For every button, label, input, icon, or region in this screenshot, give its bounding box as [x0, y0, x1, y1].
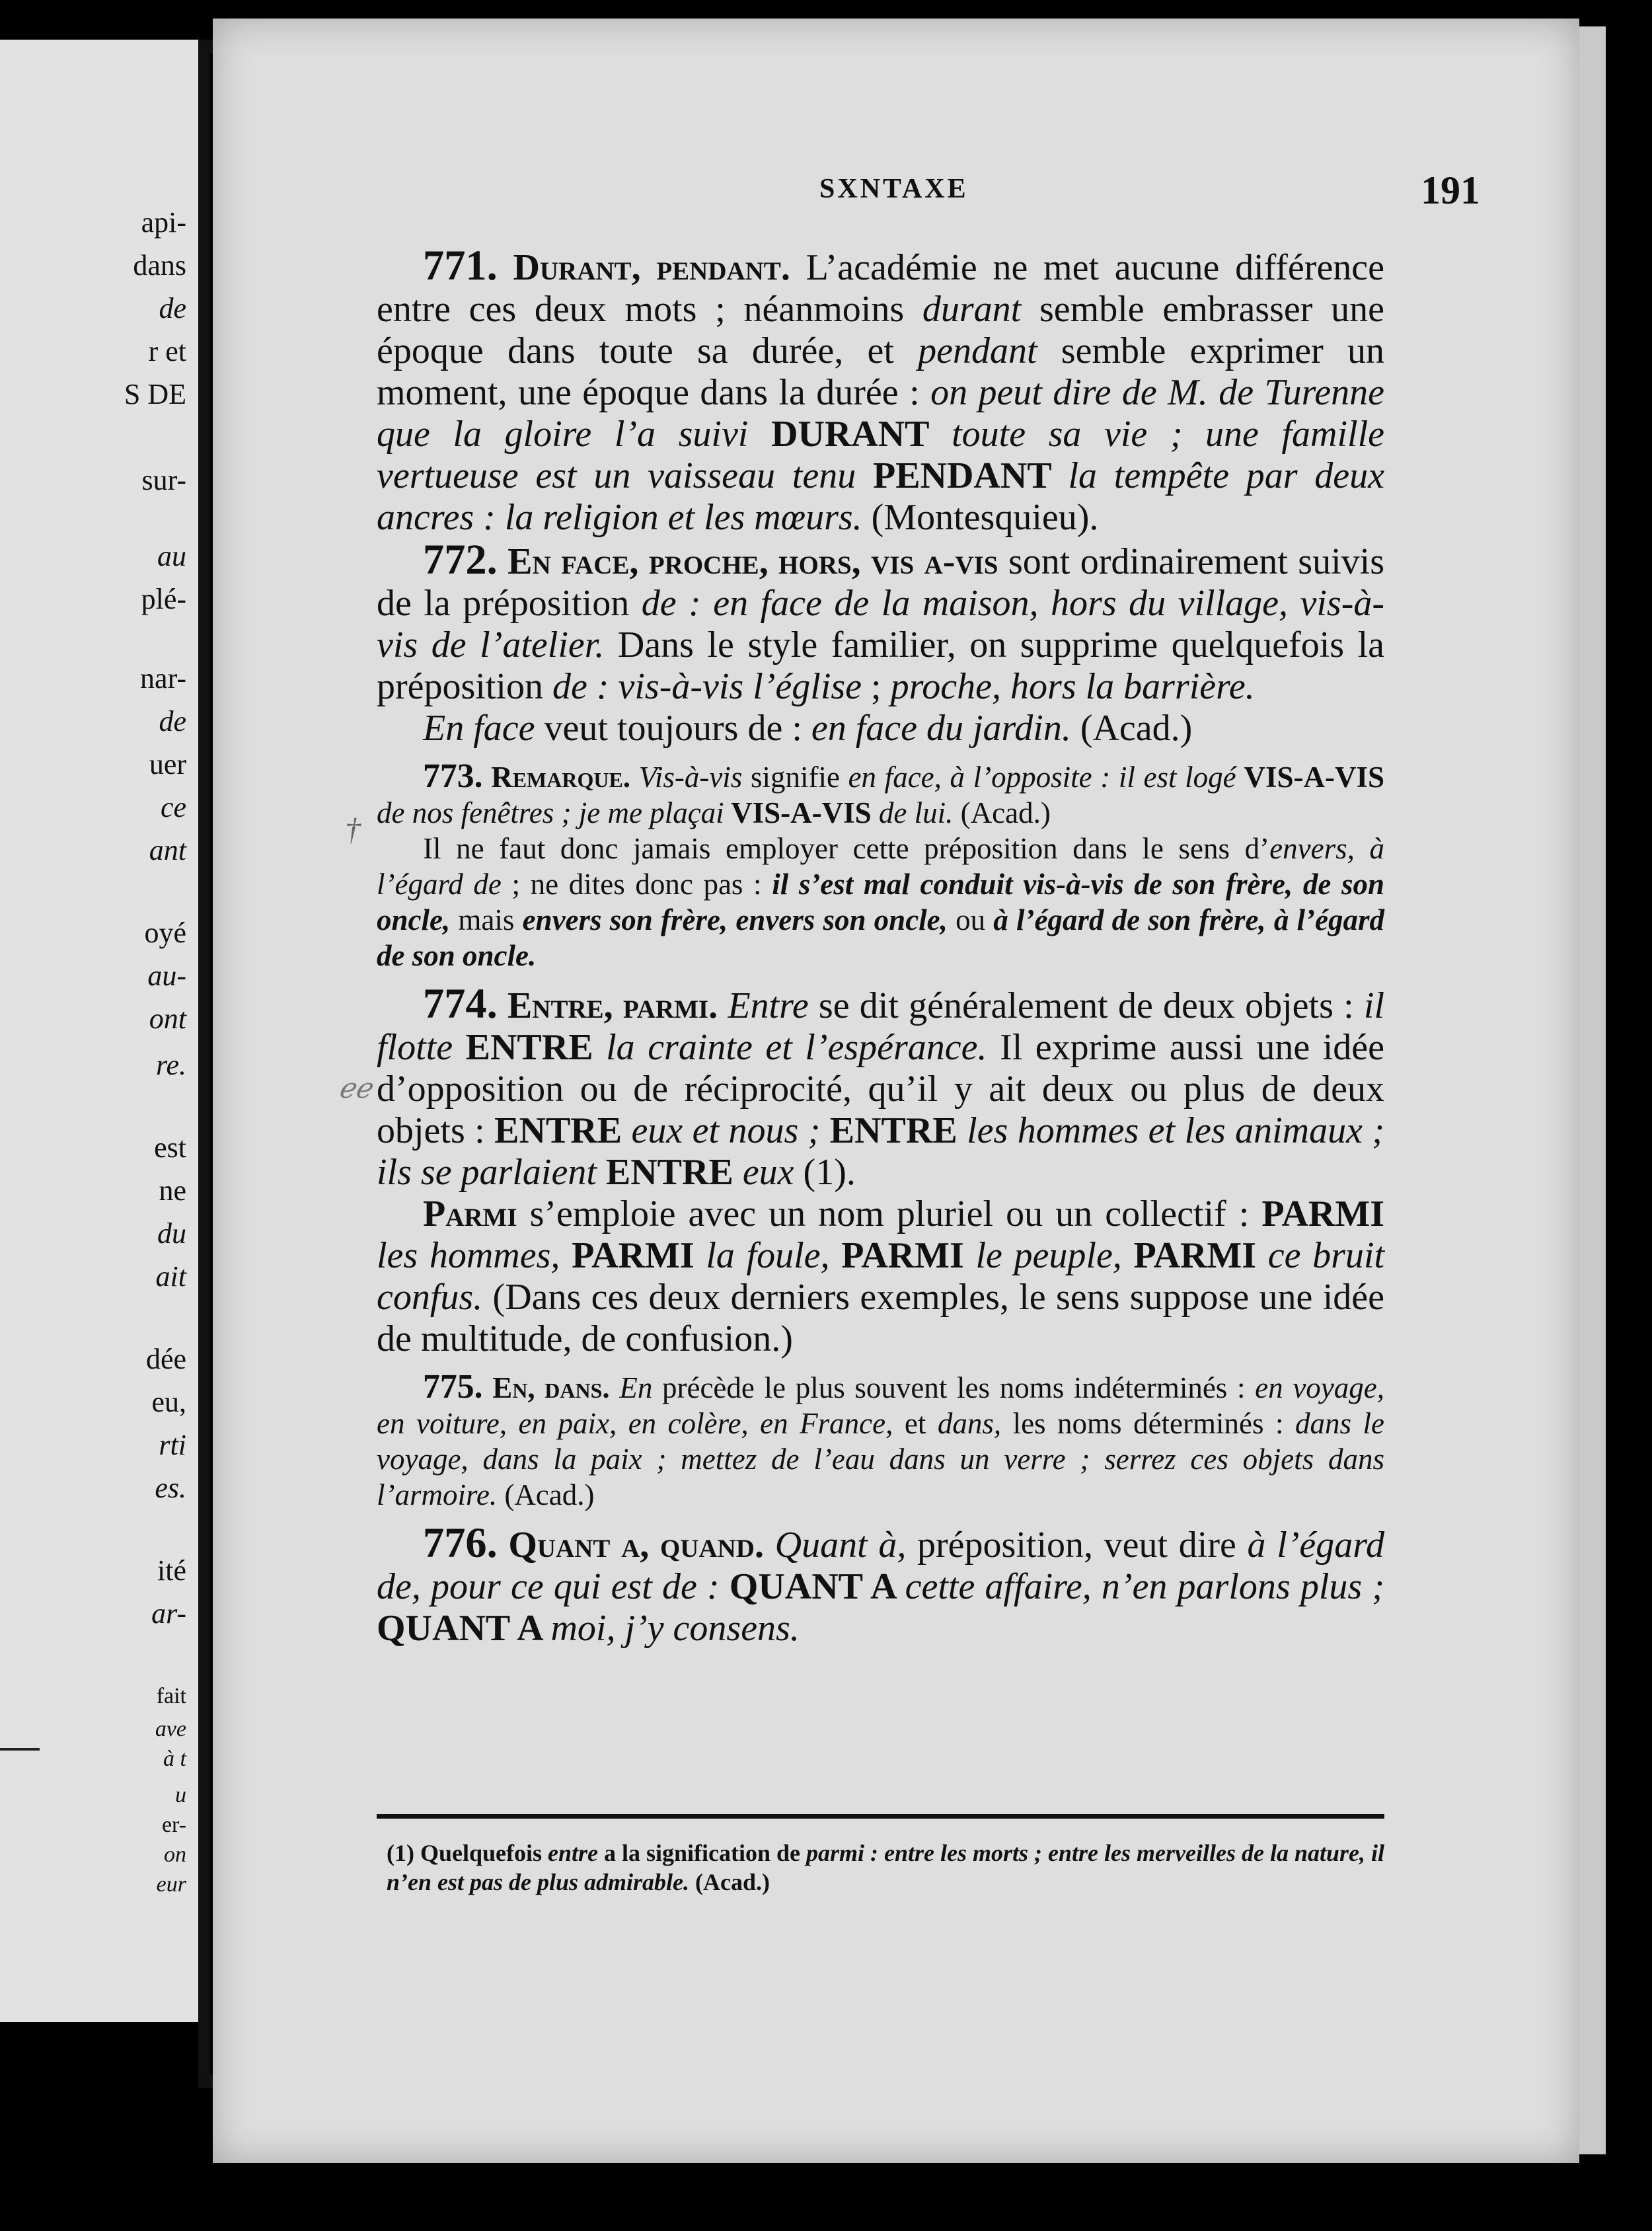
left-page-text-fragment: eur [156, 1872, 186, 1897]
pencil-mark: † [345, 812, 361, 847]
left-page-text-fragment: er- [161, 1813, 186, 1837]
page-edge [1579, 26, 1606, 2154]
italic-run: en face du jardin. [811, 708, 1071, 749]
section-heading: Entre, parmi. [507, 985, 718, 1026]
italic-run: de : en face de la maison, hors du village, vis-à-vis de l’atelier. [377, 583, 1384, 665]
text-run: (1) Quelquefois [387, 1840, 548, 1866]
left-page-text-fragment: du [157, 1217, 186, 1250]
section-number: 775. [423, 1368, 483, 1406]
italic-run: entre [548, 1840, 599, 1866]
section-number: 772. [423, 536, 498, 583]
italic-run: à l’égard de son frère, à l’égard de son oncle. [377, 903, 1385, 972]
italic-run: à l’égard de, pour ce qui est de : [377, 1525, 1384, 1607]
left-page-text-fragment: ont [149, 1002, 186, 1035]
caps-run: VIS-A-VIS [1236, 761, 1385, 794]
caps-run: PARMI [560, 1235, 706, 1276]
left-page-text-fragment: fait [156, 1684, 186, 1708]
italic-run: proche, hors la barrière. [890, 666, 1255, 707]
left-page-text-fragment: rti [159, 1429, 186, 1461]
section-heading: En face, proche, hors, vis a-vis [507, 541, 998, 582]
caps-run: ENTRE [820, 1110, 967, 1151]
left-page-text-fragment: plé- [141, 583, 186, 615]
italic-run: eux et nous ; [631, 1110, 821, 1151]
left-page-text-fragment: de [159, 705, 186, 737]
caps-run: DURANT [748, 414, 952, 455]
paragraph-774 [377, 980, 1385, 1193]
text-run: (Acad.) [497, 1478, 595, 1511]
caps-run: Parmi [423, 1193, 517, 1234]
left-page-text-fragment: u [175, 1783, 186, 1807]
caps-run: VIS-A-VIS [724, 796, 879, 829]
page-header [595, 169, 1480, 213]
section-heading: Durant, pendant. [513, 247, 790, 288]
text-run: les noms déterminés : [1001, 1407, 1295, 1440]
text-run: ou [947, 903, 994, 936]
left-page-text-fragment: ait [155, 1260, 186, 1293]
text-run: préposition, veut dire [906, 1525, 1248, 1566]
italic-run: dans le voyage, dans la paix ; mettez de l’eau dans un verre ; serrez ces objets dans l’armoire. [377, 1407, 1384, 1511]
paragraph-774-b [377, 1193, 1384, 1360]
italic-run: eux [742, 1152, 794, 1193]
section-number: 773. [423, 757, 483, 795]
text-run: Il ne faut donc jamais employer cette préposition dans le sens d’ [423, 832, 1270, 865]
italic-run: toute sa vie ; une famille vertueuse est un vaisseau tenu [377, 414, 1385, 496]
text-run: se dit généralement de deux objets : [808, 985, 1364, 1026]
italic-run: En [609, 1371, 653, 1404]
left-page-text-fragment: r et [148, 335, 186, 367]
main-text [377, 242, 1385, 1649]
caps-run: ENTRE [494, 1110, 632, 1151]
caps-run: PARMI [1121, 1235, 1268, 1276]
italic-run: En face [423, 708, 535, 749]
text-run: Il exprime aussi une idée d’opposition ou de réciprocité, qu’il y ait deux ou plus de deux objets : [377, 1027, 1385, 1151]
paragraph-775 [377, 1369, 1384, 1513]
footnote [387, 1838, 1384, 1897]
italic-run: ce bruit confus. [377, 1235, 1385, 1318]
italic-run: les hommes, [377, 1235, 560, 1276]
text-run: (Acad.) [953, 796, 1051, 829]
left-page-text-fragment: est [154, 1131, 186, 1164]
left-page-text-fragment: es. [155, 1472, 186, 1504]
paragraph-772-b [377, 708, 1384, 749]
left-page-text-fragment: ant [149, 834, 186, 866]
text-run: (Dans ces deux derniers exemples, le sens suppose une idée de multitude, de confusion.) [377, 1277, 1384, 1359]
section-number: 776. [423, 1519, 498, 1566]
section-heading: En, dans. [492, 1371, 610, 1404]
italic-run: le peuple, [975, 1235, 1122, 1276]
text-run: (Acad.) [1070, 708, 1193, 749]
text-run: (1). [794, 1152, 856, 1193]
text-run: veut toujours de : [535, 708, 811, 749]
italic-run: la tempête par deux ancres : la religion et les mœurs. [377, 455, 1385, 538]
italic-run: les hommes et les animaux ; ils se parlaient [377, 1110, 1385, 1193]
caps-run: QUANT A [719, 1566, 905, 1607]
text-run: a la signification de [598, 1840, 807, 1866]
left-page-text-fragment: S DE [124, 378, 186, 410]
footnote-rule [377, 1814, 1384, 1819]
left-page-text-fragment: on [164, 1842, 186, 1867]
left-page-text-fragment: uer [149, 748, 186, 780]
italic-run: en face, à l’opposite : il est logé [848, 761, 1236, 794]
left-page-text-fragment: ité [157, 1554, 186, 1587]
text-run: (Acad.) [689, 1869, 770, 1895]
italic-run: Entre [718, 985, 809, 1026]
left-page-text-fragment: dée [145, 1343, 186, 1375]
paragraph-776 [377, 1519, 1385, 1649]
text-run: ; ne dites donc pas : [501, 868, 772, 901]
text-run: mais [450, 903, 523, 936]
italic-run: Quant à, [763, 1525, 907, 1566]
text-run: ; [862, 666, 891, 707]
italic-run: pendant [918, 330, 1037, 371]
page-number: 191 [1421, 169, 1480, 212]
text-run: et [893, 1407, 938, 1440]
running-head: SXNTAXE [819, 174, 969, 204]
left-page-text-fragment: re. [155, 1049, 186, 1081]
left-page-text-fragment: ne [159, 1174, 186, 1207]
italic-run: de : vis-à-vis l’église [552, 666, 862, 707]
left-page-text-fragment: au- [147, 960, 186, 992]
caps-run: PENDANT [856, 455, 1069, 496]
left-page-text-fragment: ave [155, 1717, 186, 1741]
caps-run: PARMI [1261, 1193, 1384, 1234]
caps-run: ENTRE [596, 1152, 743, 1193]
section-heading: Quant a, quand. [508, 1525, 764, 1566]
italic-run: de nos fenêtres ; je me plaçai [377, 796, 724, 829]
left-page-text-fragment: ce [160, 791, 186, 823]
italic-run: envers son frère, envers son oncle, [522, 903, 948, 936]
section-number: 774. [423, 980, 498, 1027]
paragraph-772 [377, 536, 1385, 708]
left-page-text-fragment: de [159, 292, 186, 324]
left-page-text-fragment: ar- [151, 1597, 186, 1630]
left-page-fragment [0, 40, 198, 2022]
left-page-text-fragment: dans [133, 249, 186, 282]
italic-run: il flotte [377, 985, 1385, 1068]
italic-run: durant [922, 289, 1022, 330]
italic-run: cette affaire, n’en parlons plus ; [905, 1566, 1385, 1607]
left-page-text-fragment: eu, [151, 1386, 186, 1418]
italic-run: la foule, [706, 1235, 830, 1276]
pencil-mark-2: ℯℯ [338, 1074, 371, 1104]
left-page-text-fragment: sur- [141, 464, 186, 496]
text-run: sont ordinairement suivis de la préposition [377, 541, 1385, 624]
text-run: précède le plus souvent les noms indéterminés : [652, 1371, 1256, 1404]
italic-run: moi, j’y consens. [550, 1608, 800, 1649]
italic-run: il s’est mal conduit vis-à-vis de son frère, de son oncle, [377, 868, 1384, 936]
left-footnote-rule [0, 1748, 40, 1751]
left-page-text-fragment: au [157, 540, 186, 572]
text-run: signifie [742, 761, 848, 794]
text-run: (Montesquieu). [862, 497, 1099, 538]
paragraph-773-b [377, 831, 1384, 973]
italic-run: Vis-à-vis [630, 761, 743, 794]
italic-run: envers, à l’égard de [377, 832, 1384, 901]
italic-run: on peut dire de M. de Turenne que la gloire l’a suivi [377, 372, 1384, 455]
italic-run: parmi : entre les morts ; entre les merveilles de la nature, il n’en est pas de plus admirable. [387, 1840, 1384, 1895]
caps-run: ENTRE [453, 1027, 607, 1068]
caps-run: QUANT A [377, 1608, 551, 1649]
text-run: s’emploie avec un nom pluriel ou un collectif : [517, 1193, 1262, 1234]
paragraph-773 [377, 759, 1384, 831]
italic-run: dans, [937, 1407, 1002, 1440]
left-page-text-fragment: oyé [144, 917, 186, 949]
text-run: semble embrasser une époque dans toute sa durée, et [377, 289, 1384, 371]
left-page-text-fragment: nar- [140, 662, 186, 695]
text-run: Dans le style familier, on supprime quelquefois la préposition [377, 624, 1384, 707]
italic-run: en voyage, en voiture, en paix, en colère, en France, [377, 1371, 1384, 1440]
text-run: semble exprimer un moment, une époque dans la durée : [377, 330, 1384, 413]
paragraph-771 [377, 242, 1385, 539]
italic-run: de lui. [878, 796, 954, 829]
left-page-text-fragment: à t [163, 1747, 186, 1771]
caps-run: PARMI [829, 1235, 976, 1276]
text-run: L’académie ne met aucune différence entre ces deux mots ; néanmoins [377, 247, 1385, 330]
left-page-text-fragment: api- [141, 206, 186, 239]
section-heading: Remarque. [491, 761, 631, 794]
italic-run: la crainte et l’espérance. [606, 1027, 987, 1068]
section-number: 771. [423, 242, 498, 289]
